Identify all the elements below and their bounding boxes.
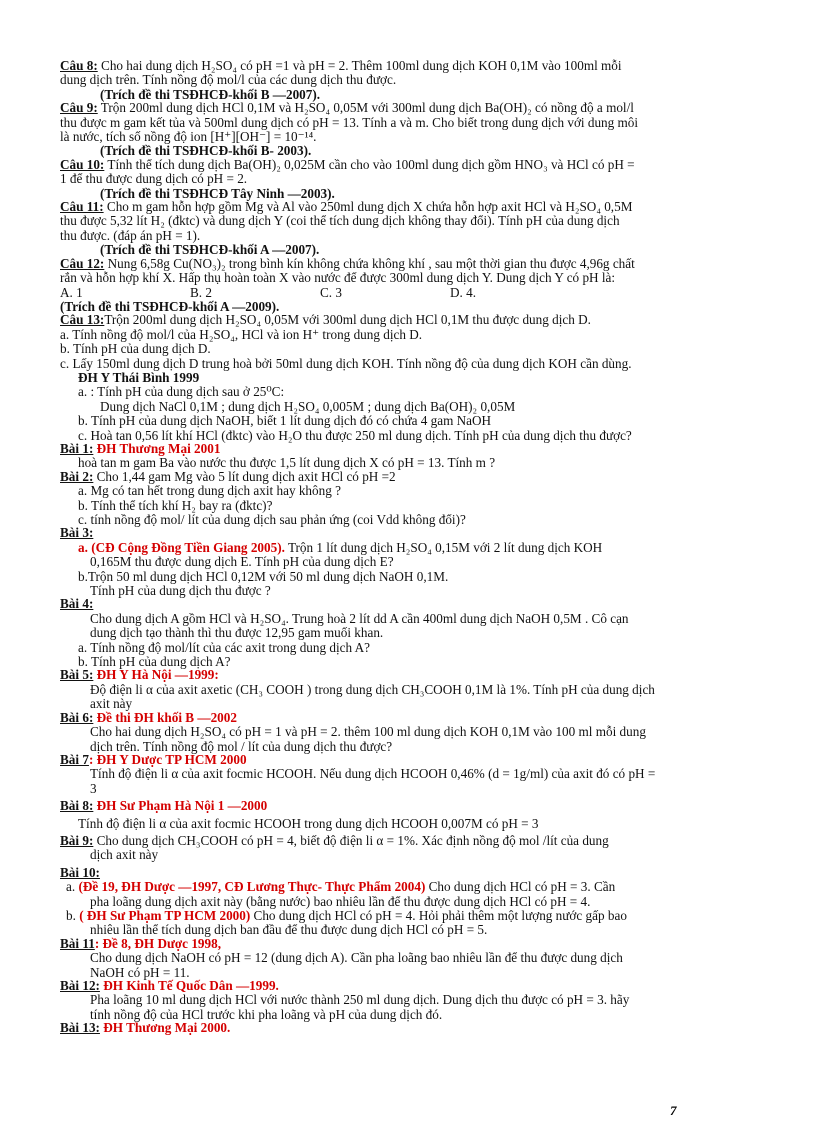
option-c: C. 3 <box>320 284 342 300</box>
question-13: Câu 13:Trộn 200ml dung dịch H₂SO₄ 0,05M với 300ml dung dịch HCl 0,1M thu được dung dịch D. a. Tính nồng độ mol/l của H₂SO₄, HCl và ion H⁺ trong dung dịch D. b. Tính pH của dung dịch D. c. Lấy 150ml dung dịch D trung hoà bởi 50ml dung dịch KOH. Tính nồng độ của dung dịch KOH cần dùng. ĐH Y Thái Bình 1999 a. : Tính pH của dung dịch sau ở 25⁰C: Dung dịch NaCl 0,1M ; dung dịch H₂SO₄ 0,005M ; dung dịch Ba(OH)₂ 0,05M b. Tính pH của dung dịch NaOH, biết 1 lít dung dịch đó có chứa 4 gam NaOH c. Hoà tan 0,56 lít khí HCl (đktc) vào H₂O thu được 250 ml dung dịch. Tính pH của dung dịch thu được? <box>60 313 812 442</box>
exercise-8: Bài 8: ĐH Sư Phạm Hà Nội 1 —2000 Tính độ điện li α của axit focmic HCOOH trong dung dịch HCOOH 0,007M có pH = 3 <box>60 798 539 831</box>
exercise-12: Bài 12: ĐH Kinh Tế Quốc Dân —1999. Pha loãng 10 ml dung dịch HCl với nước thành 250 ml dung dịch. Dung dịch thu được có pH = 3. hãy tính nồng độ của HCl trước khi pha loãng và pH của dung dịch đó. <box>60 978 630 1022</box>
exercise-label: Bài 7 <box>60 751 89 767</box>
source-citation: (CĐ Cộng Đồng Tiền Giang 2005). <box>91 539 285 555</box>
source-citation: Đề thi ĐH khối B —2002 <box>93 709 237 725</box>
exercise-label: Bài 2: <box>60 468 94 484</box>
question-12: Câu 12: Nung 6,58g Cu(NO₃)₂ trong bình kín không chứa không khí , sau một thời gian thu được 4,96g chất rắn và hỗn hợp khí X. Hấp thụ hoàn toàn X vào nước để được 300ml dung dịch Y. Dung dịch Y có pH là: A. 1 B. 2 C. 3 D. 4. (Trích đề thi TSĐHCĐ-khối A —2009). <box>60 257 812 314</box>
source-citation: (Trích đề thi TSĐHCĐ-khối A —2009). <box>60 298 280 314</box>
source-citation: (Trích đề thi TSĐHCĐ Tây Ninh —2003). <box>100 185 335 201</box>
exercise-13 <box>60 1021 812 1034</box>
source-citation: ĐH Thương Mại 2001 <box>93 440 221 456</box>
question-label: Câu 8: <box>60 58 98 73</box>
source-citation: ( ĐH Sư Phạm TP HCM 2000) <box>79 907 251 923</box>
page-number: 7 <box>670 1103 677 1118</box>
exercise-6: Bài 6: Đề thi ĐH khối B —2002 Cho hai dung dịch H₂SO₄ có pH = 1 và pH = 2. thêm 100 ml dung dịch KOH 0,1M vào 100 ml mỗi dung dịch trên. Tính nồng độ mol / lít của dung dịch thu được? <box>60 709 646 754</box>
source-citation: ĐH Y Hà Nội —1999: <box>93 667 219 683</box>
exercise-label: Bài 3: <box>60 525 94 541</box>
exercise-label: Bài 12: <box>60 978 100 993</box>
question-8: Câu 8: Cho hai dung dịch H₂SO₄ có pH =1 và pH = 2. Thêm 100ml dung dịch KOH 0,1M vào 100ml mỗi dung dịch trên. Tính nồng độ mol/l của các dung dịch thu được. (Trích đề thi TSĐHCĐ-khối B —2007). <box>60 59 812 101</box>
exercise-label: Bài 9: <box>60 832 94 848</box>
source-citation: (Trích đề thi TSĐHCĐ-khối B- 2003). <box>100 143 312 159</box>
exercise-label: Bài 5: <box>60 667 94 683</box>
answer-options <box>60 286 812 299</box>
source-citation: ĐH Kinh Tế Quốc Dân —1999. <box>99 978 279 993</box>
source-citation: : ĐH Y Dược TP HCM 2000 <box>88 751 247 767</box>
exercise-3: Bài 3: a. (CĐ Cộng Đồng Tiền Giang 2005). Trộn 1 lít dung dịch H₂SO₄ 0,15M với 2 lít dung dịch KOH 0,165M thu được dung dịch E. Tính pH của dung dịch E? b.Trộn 50 ml dung dịch HCl 0,12M với 50 ml dung dịch NaOH 0,1M. Tính pH của dung dịch thu được ? <box>60 525 603 599</box>
exercise-label: Bài 10: <box>60 864 100 880</box>
option-a: A. 1 <box>60 284 83 300</box>
source-citation: (Trích đề thi TSĐHCĐ-khối A —2007). <box>100 242 320 258</box>
option-d: D. 4. <box>450 284 477 300</box>
source-citation: ĐH Sư Phạm Hà Nội 1 —2000 <box>93 798 268 814</box>
question-label: Câu 12: <box>60 255 105 271</box>
source-citation: (Trích đề thi TSĐHCĐ-khối B —2007). <box>100 86 321 102</box>
exercise-11: Bài 11: Đề 8, ĐH Dược 1998, Cho dung dịch NaOH có pH = 12 (dung dịch A). Cần pha loãng bao nhiêu lần để thu được dung dịch NaOH có pH = 11. <box>60 935 623 980</box>
question-11: Câu 11: Cho m gam hỗn hợp gồm Mg và Al vào 250ml dung dịch X chứa hỗn hợp axit HCl và H₂SO₄ 0,5M thu được 5,32 lít H₂ (đktc) và dung dịch Y (coi thể tích dung dịch không thay đổi). Tính pH của dung dịch thu được. (đáp án pH = 1). (Trích đề thi TSĐHCĐ-khối A —2007). <box>60 200 812 257</box>
exercise-label: Bài 4: <box>60 596 94 612</box>
source-citation: ĐH Thương Mại 2000. <box>99 1020 231 1036</box>
exercise-label: Bài 11 <box>60 935 95 951</box>
exercise-10: Bài 10: a. (Đề 19, ĐH Dược —1997, CĐ Lương Thực- Thực Phẩm 2004) Cho dung dịch HCl có pH = 3. Cần pha loãng dung dịch axit này (bằng nước) bao nhiêu lần để thu được dung dịch HCl có pH = 4. b. ( ĐH Sư Phạm TP HCM 2000) Cho dung dịch HCl có pH = 4. Hỏi phải thêm một lượng nước gấp bao nhiêu lần thể tích dung dịch ban đầu để thu được dung dịch HCl có pH = 5. <box>60 864 627 938</box>
exercise-9: Bài 9: Cho dung dịch CH₃COOH có pH = 4, biết độ điện li α = 1%. Xác định nồng độ mol /lít của dung dịch axit này <box>60 832 609 863</box>
question-label: Câu 10: <box>60 156 105 172</box>
question-label: Câu 11: <box>60 199 104 215</box>
source-citation: ĐH Y Thái Bình 1999 <box>78 369 200 385</box>
question-10: Câu 10: Tính thể tích dung dịch Ba(OH)₂ 0,025M cần cho vào 100ml dung dịch gồm HNO₃ và HCl có pH = 1 để thu được dung dịch có pH = 2. (Trích đề thi TSĐHCĐ Tây Ninh —2003). <box>60 158 812 200</box>
exercise-label: Bài 13: <box>60 1020 100 1036</box>
exercise-label: Bài 6: <box>60 709 94 725</box>
exercise-5: Bài 5: ĐH Y Hà Nội —1999: Độ điện li α của axit axetic (CH₃ COOH ) trong dung dịch CH₃COOH 0,1M là 1%. Tính pH của dung dịch axit này <box>60 667 655 712</box>
source-citation: (Đề 19, ĐH Dược —1997, CĐ Lương Thực- Thực Phẩm 2004) <box>78 879 426 895</box>
question-label: Câu 9: <box>60 100 98 116</box>
exercise-2: Bài 2: Cho 1,44 gam Mg vào 5 lít dung dịch axit HCl có pH =2 a. Mg có tan hết trong dung dịch axit hay không ? b. Tính thể tích khí H₂ bay ra (đktc)? c. tính nồng độ mol/ lít của dung dịch sau phản ứng (coi Vdd không đổi)? <box>60 468 466 527</box>
question-9: Câu 9: Trộn 200ml dung dịch HCl 0,1M và H₂SO₄ 0,05M với 300ml dung dịch Ba(OH)₂ có nồng độ a mol/l thu được m gam kết tủa và 500ml dung dịch có pH = 13. Tính a và m. Cho biết trong dung dịch với dung môi là nước, tích số nồng độ ion [H⁺][OH⁻] = 10⁻¹⁴. (Trích đề thi TSĐHCĐ-khối B- 2003). <box>60 101 812 158</box>
document-page <box>60 59 812 1035</box>
exercise-label: Bài 8: <box>60 798 94 814</box>
exercise-1: Bài 1: ĐH Thương Mại 2001 hoà tan m gam Ba vào nước thu được 1,5 lít dung dịch X có pH = 13. Tính m ? <box>60 440 496 471</box>
option-b: B. 2 <box>190 284 212 300</box>
exercise-4: Bài 4: Cho dung dịch A gồm HCl và H₂SO₄. Trung hoà 2 lít dd A cần 400ml dung dịch NaOH 0,5M . Cô cạn dung dịch tạo thành thì thu được 12,95 gam muối khan. a. Tính nồng độ mol/lít của các axit trong dung dịch A? b. Tính pH của dung dịch A? <box>60 596 629 670</box>
source-citation: : Đề 8, ĐH Dược 1998, <box>94 935 222 951</box>
exercise-label: Bài 1: <box>60 440 94 456</box>
question-label: Câu 13: <box>60 312 105 328</box>
exercise-7: Bài 7: ĐH Y Dược TP HCM 2000 Tính độ điện li α của axit focmic HCOOH. Nếu dung dịch HCOOH 0,46% (d = 1g/ml) của axit đó có pH = 3 <box>60 751 656 796</box>
